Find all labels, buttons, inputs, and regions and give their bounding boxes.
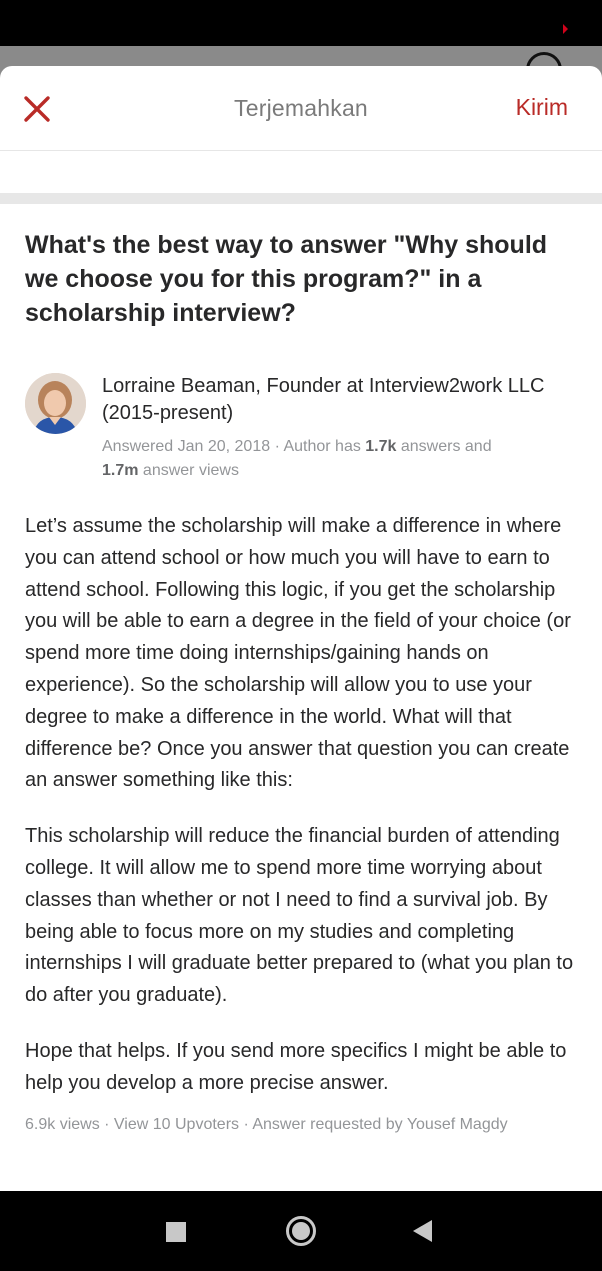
back-triangle-icon — [413, 1220, 433, 1242]
sheet-title: Terjemahkan — [234, 94, 368, 121]
square-icon — [166, 1222, 186, 1242]
system-nav-bar — [0, 1191, 602, 1271]
translation-input[interactable] — [0, 150, 602, 193]
answer-content — [0, 204, 602, 1134]
answers-count: 1.7k — [365, 438, 397, 455]
notification-dot-icon — [563, 24, 568, 34]
author-row — [25, 373, 577, 483]
answered-date: Answered Jan 20, 2018 · Author has — [102, 438, 366, 455]
recents-button[interactable] — [166, 1222, 186, 1247]
answer-paragraph: This scholarship will reduce the financial burden of attending college. It will allow me to spend more time worrying about classes than whether or not I need to find a survival job. By being able to focus more on my studies and completing internships I will graduate better prepared to (what you plan to do after you graduate). — [25, 825, 574, 1007]
back-button[interactable] — [413, 1220, 433, 1247]
close-button[interactable] — [22, 94, 52, 124]
avatar[interactable] — [25, 373, 86, 434]
send-button[interactable]: Kirim — [515, 94, 568, 120]
home-circle-icon — [285, 1215, 317, 1247]
home-button[interactable] — [285, 1215, 317, 1252]
author-info — [102, 373, 577, 483]
author-meta — [102, 435, 577, 483]
status-bar — [0, 0, 602, 46]
answer-paragraph: Hope that helps. If you send more specifics I might be able to help you develop a more precise answer. — [25, 1039, 567, 1094]
translate-sheet — [0, 66, 602, 1191]
author-credential[interactable]: Lorraine Beaman, Founder at Interview2work LLC (2015-present) — [102, 375, 545, 424]
question-title[interactable]: What's the best way to answer "Why should we choose you for this program?" in a scholarship interview? — [25, 231, 548, 327]
answers-suffix: answers and — [396, 438, 492, 455]
answer-body — [25, 511, 577, 1100]
answer-paragraph: Let’s assume the scholarship will make a difference in where you can attend school or how much you will have to earn to attend school. Following this logic, if you get the scholarship you will be able to earn a degree in the field of your choice (or spend more time doing internships/gaining hands on experience). So the scholarship will allow you to use your degree to make a difference in the world. What will that difference be? Once you answer that question you can create an answer something like this: — [25, 515, 571, 792]
sheet-header — [0, 66, 602, 150]
close-icon — [22, 94, 52, 124]
views-count: 1.7m — [102, 462, 139, 479]
author-photo — [25, 373, 86, 434]
section-divider — [0, 193, 602, 204]
answer-stats[interactable]: 6.9k views · View 10 Upvoters · Answer requested by Yousef Magdy — [25, 1115, 508, 1133]
views-suffix: answer views — [138, 462, 239, 479]
